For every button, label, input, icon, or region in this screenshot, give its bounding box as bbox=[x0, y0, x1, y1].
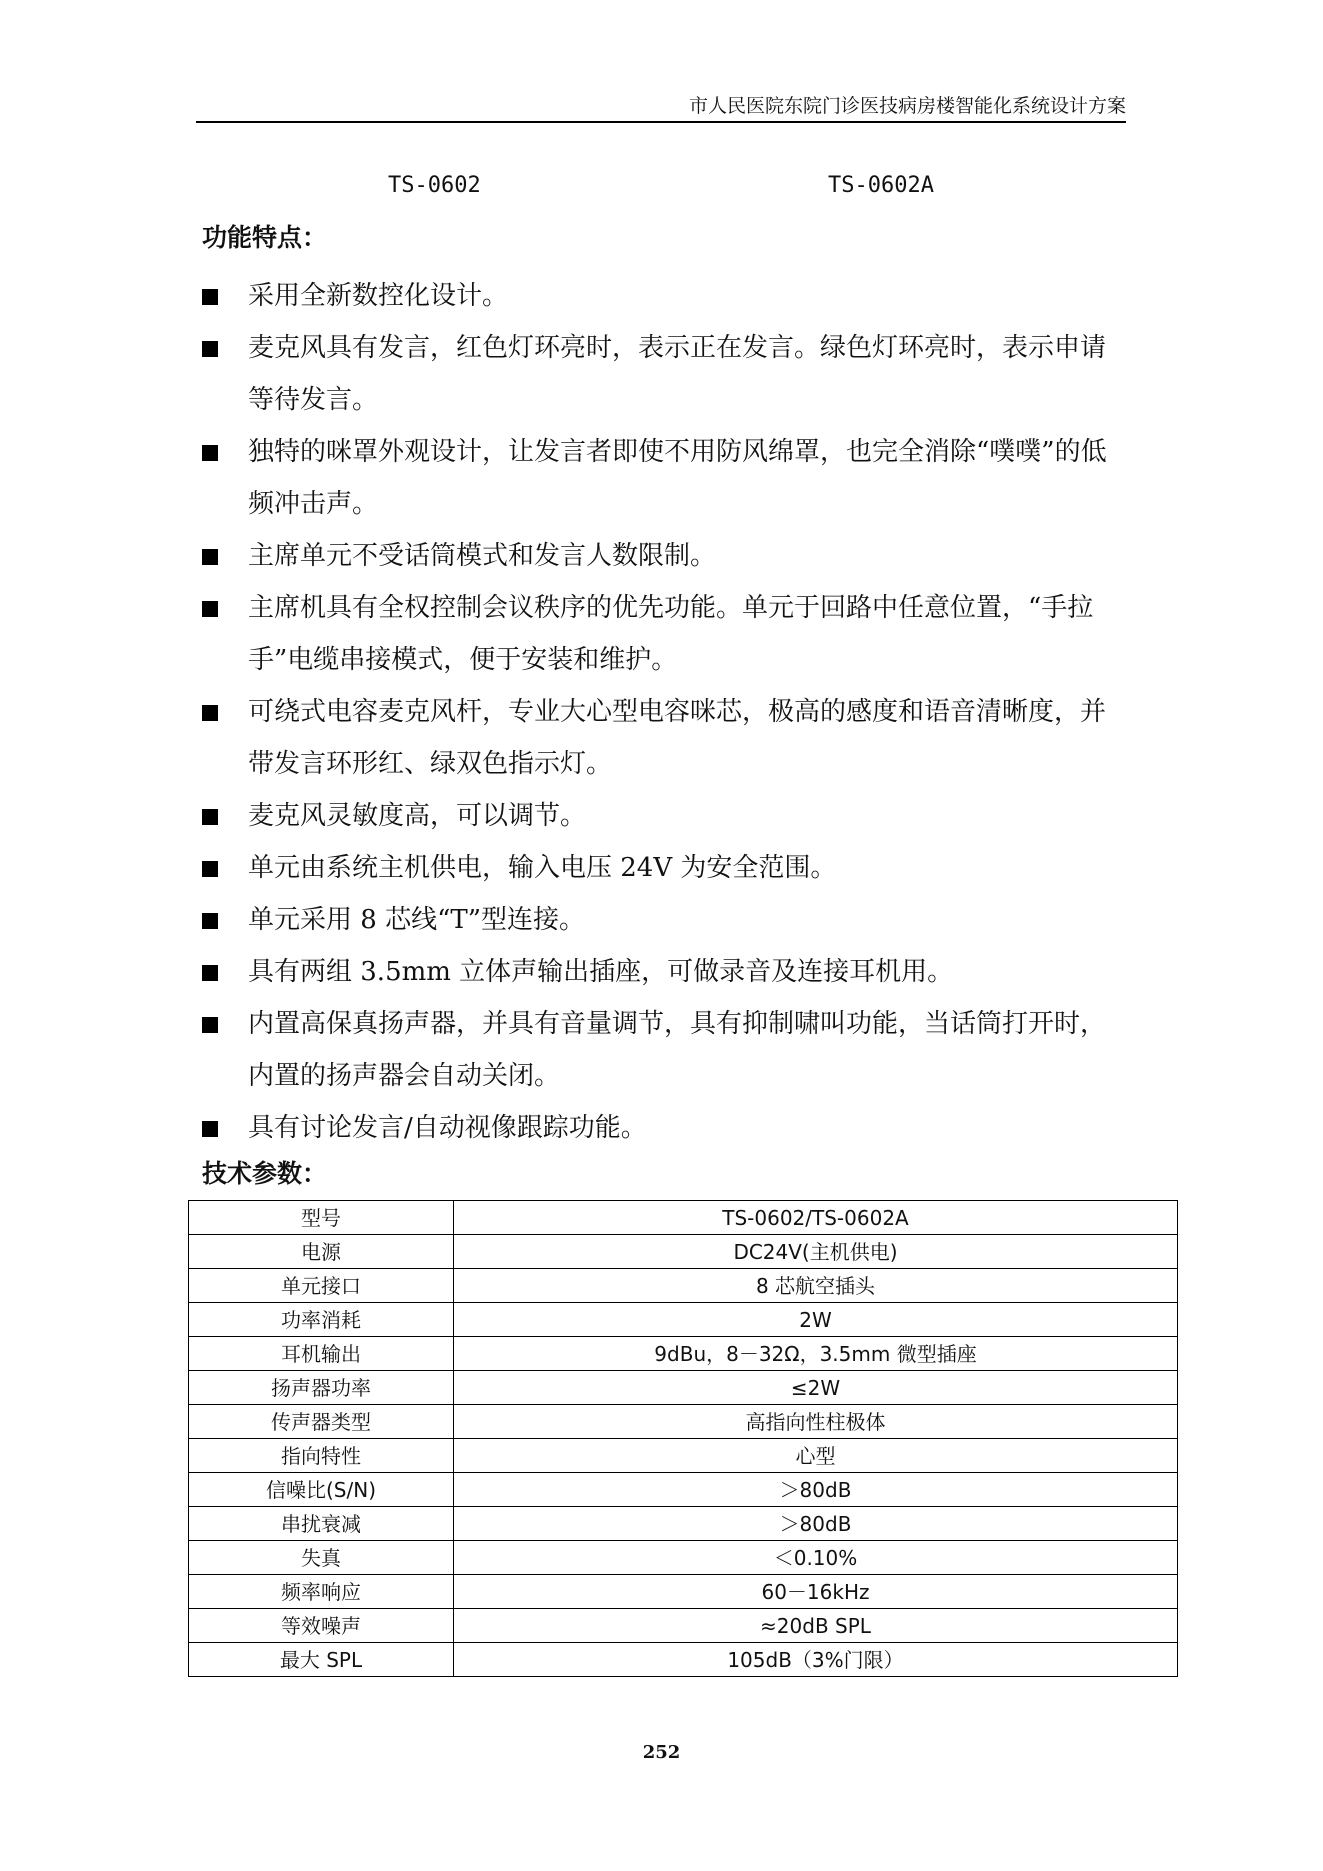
feature-item bbox=[200, 1102, 1130, 1154]
param-cell: 耳机输出 bbox=[189, 1337, 454, 1371]
value-cell: 2W bbox=[454, 1303, 1178, 1337]
feature-item bbox=[200, 322, 1130, 426]
feature-item bbox=[200, 530, 1130, 582]
value-cell: DC24V(主机供电) bbox=[454, 1235, 1178, 1269]
param-cell: 最大 SPL bbox=[189, 1643, 454, 1677]
feature-text: 具有两组 3.5mm 立体声输出插座，可做录音及连接耳机用。 bbox=[248, 957, 954, 987]
value-cell: ≤2W bbox=[454, 1371, 1178, 1405]
feature-text: 主席单元不受话筒模式和发言人数限制。 bbox=[248, 541, 717, 571]
table-row bbox=[189, 1201, 1178, 1235]
square-bullet-icon bbox=[202, 1017, 218, 1033]
value-cell: ＜0.10% bbox=[454, 1541, 1178, 1575]
square-bullet-icon bbox=[202, 965, 218, 981]
value-cell: ＞80dB bbox=[454, 1507, 1178, 1541]
table-row bbox=[189, 1541, 1178, 1575]
feature-list bbox=[200, 270, 1130, 1154]
param-cell: 扬声器功率 bbox=[189, 1371, 454, 1405]
feature-text: 独特的咪罩外观设计，让发言者即使不用防风绵罩，也完全消除“噗噗”的低频冲击声。 bbox=[248, 437, 1107, 519]
param-cell: 串扰衰减 bbox=[189, 1507, 454, 1541]
feature-item bbox=[200, 582, 1130, 686]
table-row bbox=[189, 1337, 1178, 1371]
page-number: 252 bbox=[642, 1742, 681, 1763]
square-bullet-icon bbox=[202, 445, 218, 461]
feature-item bbox=[200, 946, 1130, 998]
param-cell: 指向特性 bbox=[189, 1439, 454, 1473]
header-rule bbox=[196, 121, 1126, 123]
value-cell: 心型 bbox=[454, 1439, 1178, 1473]
param-cell: 功率消耗 bbox=[189, 1303, 454, 1337]
square-bullet-icon bbox=[202, 549, 218, 565]
value-cell: ＞80dB bbox=[454, 1473, 1178, 1507]
table-row bbox=[189, 1575, 1178, 1609]
table-row bbox=[189, 1609, 1178, 1643]
feature-item bbox=[200, 842, 1130, 894]
value-cell: 60－16kHz bbox=[454, 1575, 1178, 1609]
table-row bbox=[189, 1303, 1178, 1337]
feature-text: 主席机具有全权控制会议秩序的优先功能。单元于回路中任意位置，“手拉手”电缆串接模式，便于安装和维护。 bbox=[248, 593, 1094, 675]
table-row bbox=[189, 1473, 1178, 1507]
value-cell: TS-0602/TS-0602A bbox=[454, 1201, 1178, 1235]
feature-text: 麦克风灵敏度高，可以调节。 bbox=[248, 801, 587, 831]
running-header: 市人民医院东院门诊医技病房楼智能化系统设计方案 bbox=[688, 95, 1126, 117]
feature-text: 单元由系统主机供电，输入电压 24V 为安全范围。 bbox=[248, 853, 837, 883]
model-title-right: TS-0602A bbox=[828, 173, 934, 198]
feature-text: 内置高保真扬声器，并具有音量调节，具有抑制啸叫功能，当话筒打开时，内置的扬声器会自动关闭。 bbox=[248, 1009, 1107, 1091]
value-cell: 8 芯航空插头 bbox=[454, 1269, 1178, 1303]
param-cell: 信噪比(S/N) bbox=[189, 1473, 454, 1507]
feature-item bbox=[200, 790, 1130, 842]
param-cell: 单元接口 bbox=[189, 1269, 454, 1303]
model-title-left: TS-0602 bbox=[388, 173, 481, 198]
square-bullet-icon bbox=[202, 289, 218, 305]
feature-item bbox=[200, 270, 1130, 322]
feature-text: 采用全新数控化设计。 bbox=[248, 281, 509, 311]
feature-text: 单元采用 8 芯线“T”型连接。 bbox=[248, 905, 585, 935]
param-cell: 型号 bbox=[189, 1201, 454, 1235]
feature-item bbox=[200, 686, 1130, 790]
table-row bbox=[189, 1439, 1178, 1473]
table-row bbox=[189, 1269, 1178, 1303]
feature-text: 麦克风具有发言，红色灯环亮时，表示正在发言。绿色灯环亮时，表示申请等待发言。 bbox=[248, 333, 1107, 415]
param-cell: 传声器类型 bbox=[189, 1405, 454, 1439]
square-bullet-icon bbox=[202, 809, 218, 825]
features-heading: 功能特点： bbox=[202, 223, 328, 252]
param-cell: 频率响应 bbox=[189, 1575, 454, 1609]
value-cell: 105dB（3%门限） bbox=[454, 1643, 1178, 1677]
param-cell: 电源 bbox=[189, 1235, 454, 1269]
specs-heading: 技术参数： bbox=[202, 1159, 328, 1188]
param-cell: 等效噪声 bbox=[189, 1609, 454, 1643]
value-cell: 9dBu，8－32Ω，3.5mm 微型插座 bbox=[454, 1337, 1178, 1371]
value-cell: ≈20dB SPL bbox=[454, 1609, 1178, 1643]
square-bullet-icon bbox=[202, 341, 218, 357]
feature-text: 可绕式电容麦克风杆，专业大心型电容咪芯，极高的感度和语音清晰度，并带发言环形红、绿双色指示灯。 bbox=[248, 697, 1107, 779]
square-bullet-icon bbox=[202, 861, 218, 877]
square-bullet-icon bbox=[202, 705, 218, 721]
table-row bbox=[189, 1235, 1178, 1269]
table-row bbox=[189, 1405, 1178, 1439]
feature-text: 具有讨论发言/自动视像跟踪功能。 bbox=[248, 1113, 647, 1143]
table-row bbox=[189, 1643, 1178, 1677]
feature-item bbox=[200, 426, 1130, 530]
spec-table bbox=[188, 1200, 1178, 1677]
table-row bbox=[189, 1371, 1178, 1405]
feature-item bbox=[200, 998, 1130, 1102]
feature-item bbox=[200, 894, 1130, 946]
square-bullet-icon bbox=[202, 601, 218, 617]
param-cell: 失真 bbox=[189, 1541, 454, 1575]
square-bullet-icon bbox=[202, 1121, 218, 1137]
square-bullet-icon bbox=[202, 913, 218, 929]
value-cell: 高指向性柱极体 bbox=[454, 1405, 1178, 1439]
table-row bbox=[189, 1507, 1178, 1541]
